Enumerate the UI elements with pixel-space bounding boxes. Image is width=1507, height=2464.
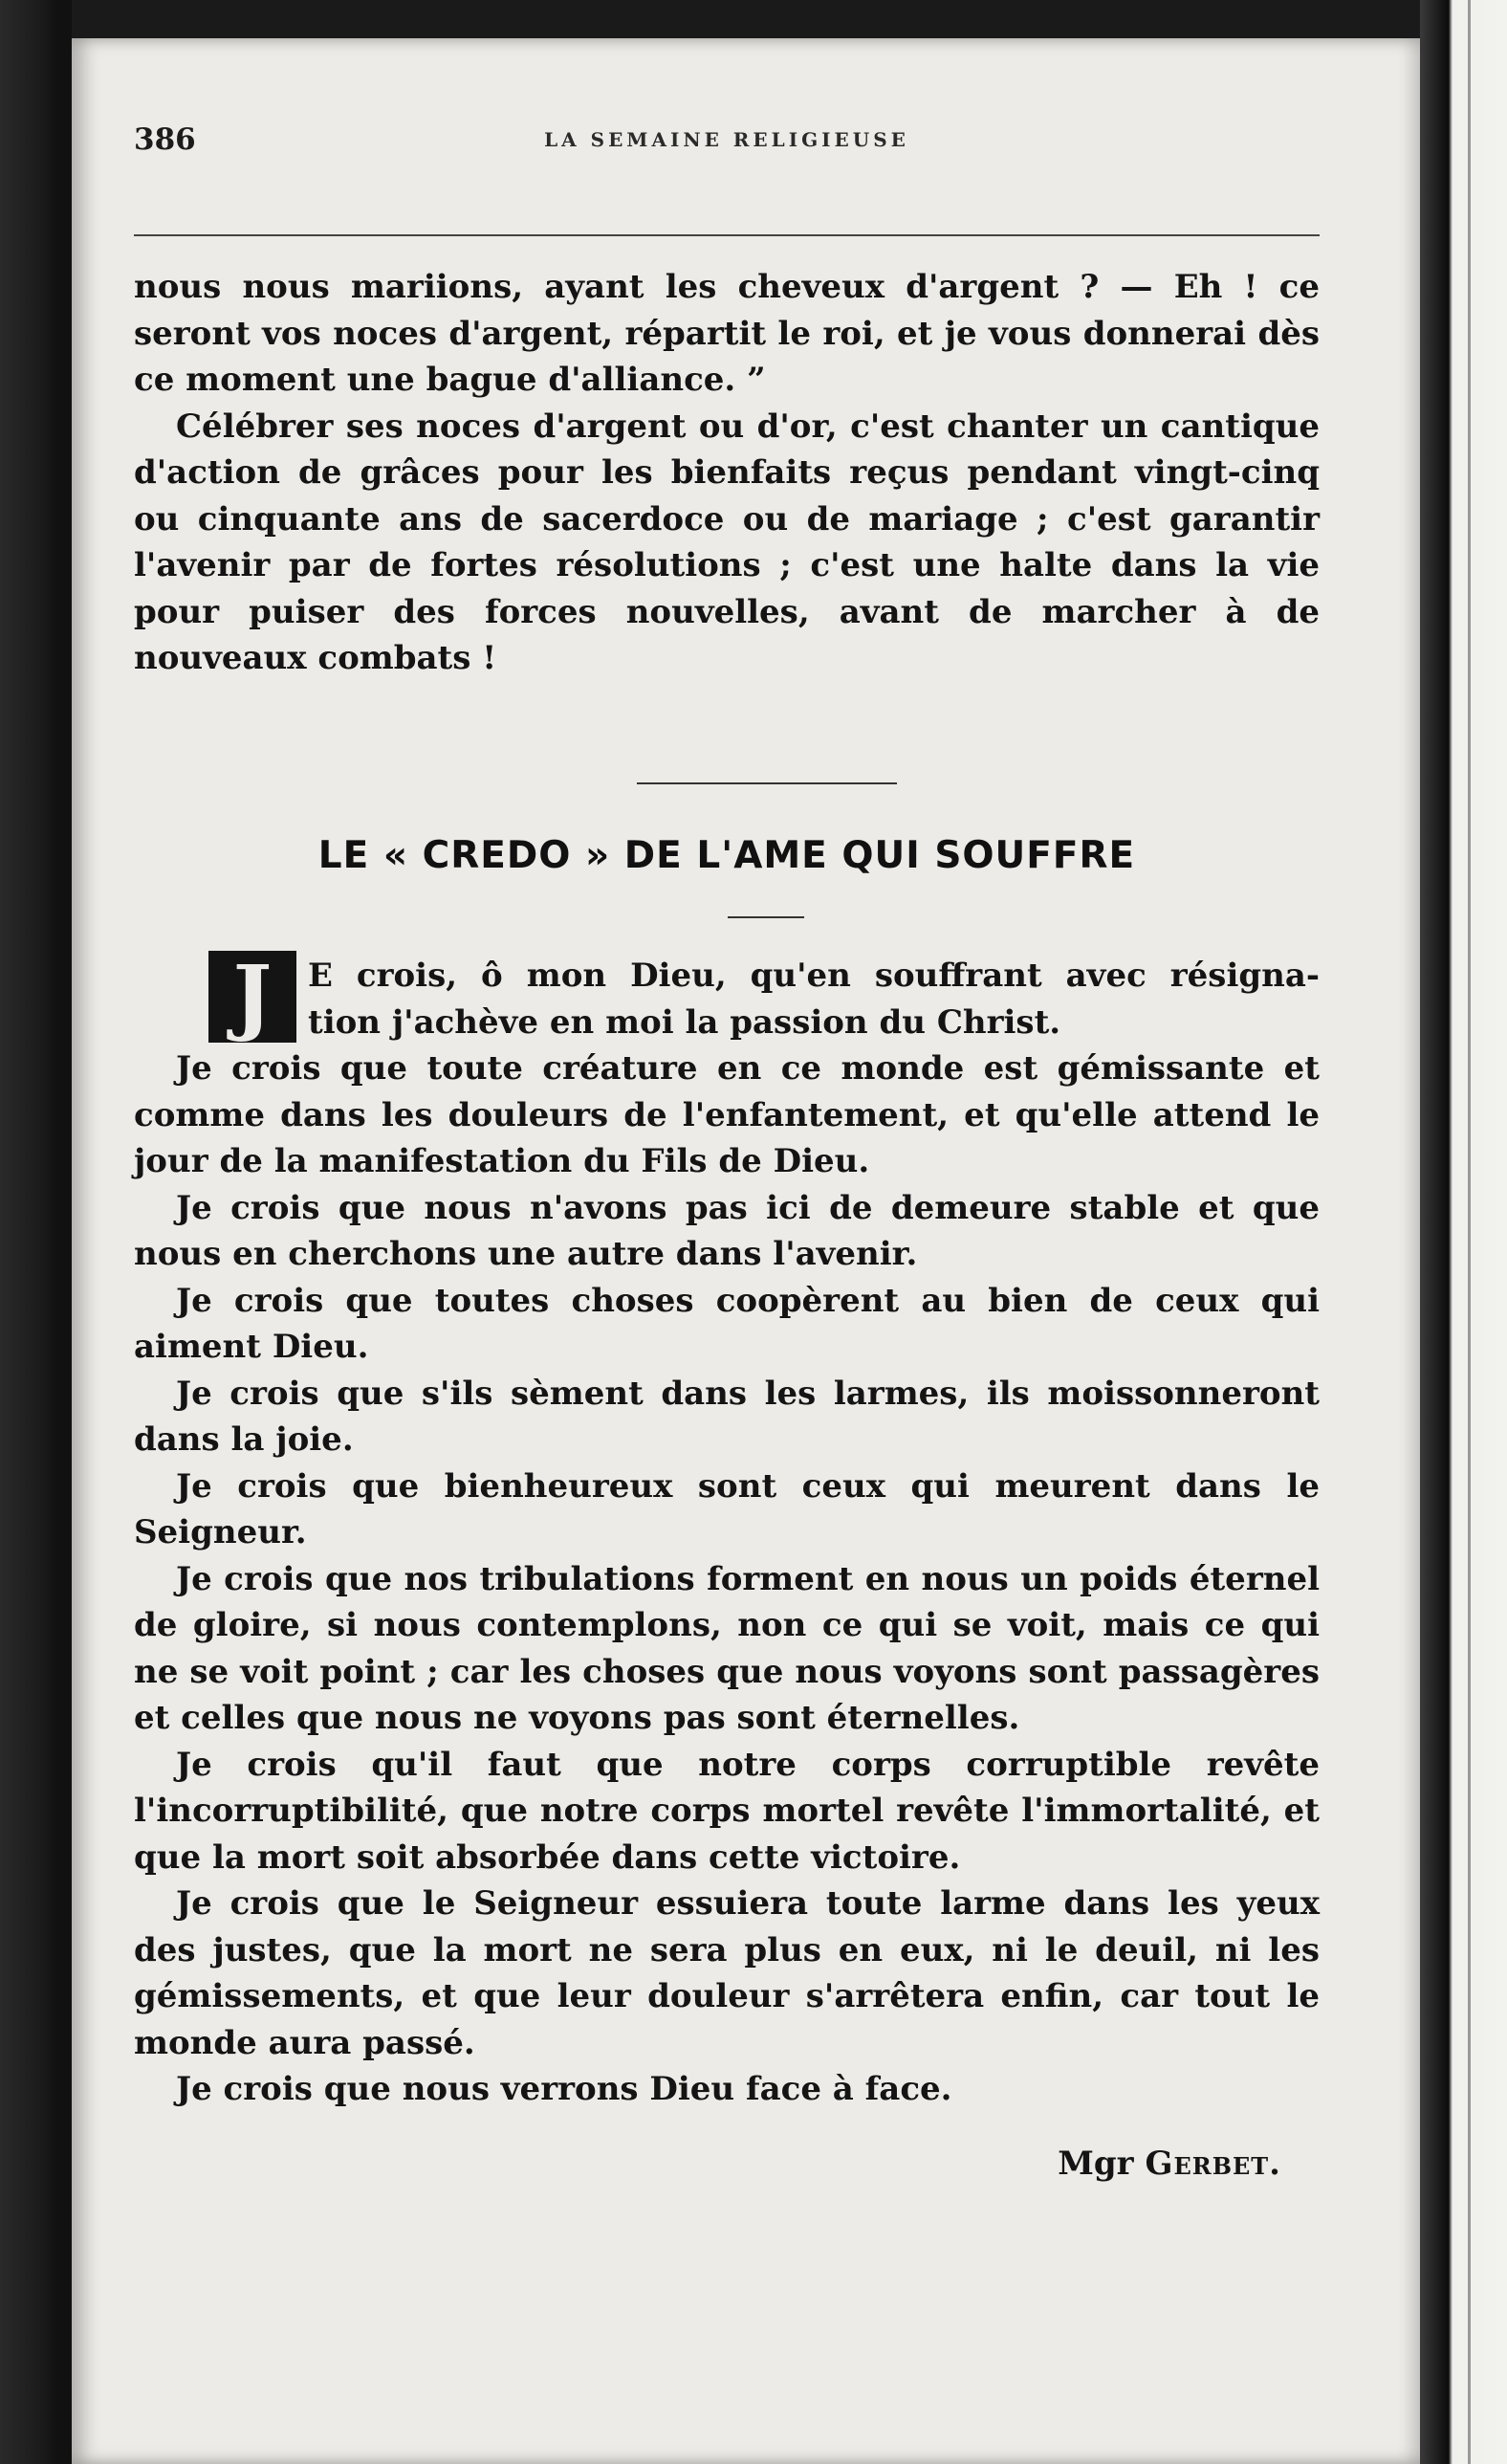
- paragraph: Je crois qu'il faut que notre corps corruptible revête l'incorruptibilité, que notre corps mortel revête l'immortalité, et que la mort soit absorbée dans cette victoire.: [134, 1745, 1320, 1877]
- title-rule: [728, 916, 804, 918]
- paragraph: Je crois que nous verrons Dieu face à face.: [176, 2070, 952, 2108]
- opening-line-1: E crois, ô mon Dieu, qu'en souffrant avec résigna-: [308, 957, 1320, 995]
- paragraph: Célébrer ses noces d'argent ou d'or, c'est chanter un cantique d'action de grâces pour les bienfaits reçus pendant vingt-cinq ou cinquante ans de sacerdoce ou de mariage ; c'est garantir l'avenir par de fortes résolutions ; c'est une halte dans la vie pour puiser des forces nouvelles, avant de marcher à de nouveaux combats !: [134, 407, 1320, 677]
- paragraph: Je crois que s'ils sèment dans les larmes, ils moissonneront dans la joie.: [134, 1374, 1320, 1459]
- signature: [134, 2145, 1281, 2183]
- section-separator: [637, 782, 897, 784]
- page-number: 386: [134, 122, 196, 157]
- drop-cap: J: [208, 951, 296, 1043]
- article-body: [134, 1045, 1320, 2113]
- paragraph: Je crois que toutes choses coopèrent au bien de ceux qui aiment Dieu.: [134, 1281, 1320, 1366]
- journal-title: LA SEMAINE RELIGIEUSE: [544, 128, 909, 151]
- paragraph: Je crois que bienheureux sont ceux qui meurent dans le Seigneur.: [134, 1466, 1320, 1551]
- continuation-text: [134, 264, 1320, 682]
- paragraph: nous nous mariions, ayant les cheveux d'argent ? — Eh ! ce seront vos noces d'argent, répartit le roi, et je vous donnerai dès ce moment une bague d'alliance. ”: [134, 268, 1320, 399]
- running-head: [134, 122, 1320, 170]
- paragraph: Je crois que toute créature en ce monde est gémissante et comme dans les douleurs de l'enfantement, et qu'elle attend le jour de la manifestation du Fils de Dieu.: [134, 1049, 1320, 1180]
- signature-name: Gerbet.: [1145, 2145, 1281, 2183]
- adjacent-page-edge: [1420, 0, 1507, 2464]
- header-rule: [134, 234, 1320, 236]
- opening-line-2: tion j'achève en moi la passion du Christ.: [308, 1002, 1061, 1042]
- opening-lines: [308, 953, 1320, 1045]
- signature-prefix: Mgr: [1058, 2145, 1134, 2183]
- paragraph: Je crois que nous n'avons pas ici de demeure stable et que nous en cherchons une autre dans l'avenir.: [134, 1188, 1320, 1273]
- paragraph: Je crois que le Seigneur essuiera toute larme dans les yeux des justes, que la mort ne sera plus en eux, ni le deuil, ni les gémissements, et que leur douleur s'arrêtera enfin, car tout le monde aura passé.: [134, 1884, 1320, 2062]
- paragraph: Je crois que nos tribulations forment en nous un poids éternel de gloire, si nous contemplons, non ce qui se voit, mais ce qui ne se voit point ; car les choses que nous voyons sont passagères et celles que nous ne voyons pas sont éternelles.: [134, 1559, 1320, 1737]
- article-title: LE « CREDO » DE L'AME QUI SOUFFRE: [317, 834, 1136, 877]
